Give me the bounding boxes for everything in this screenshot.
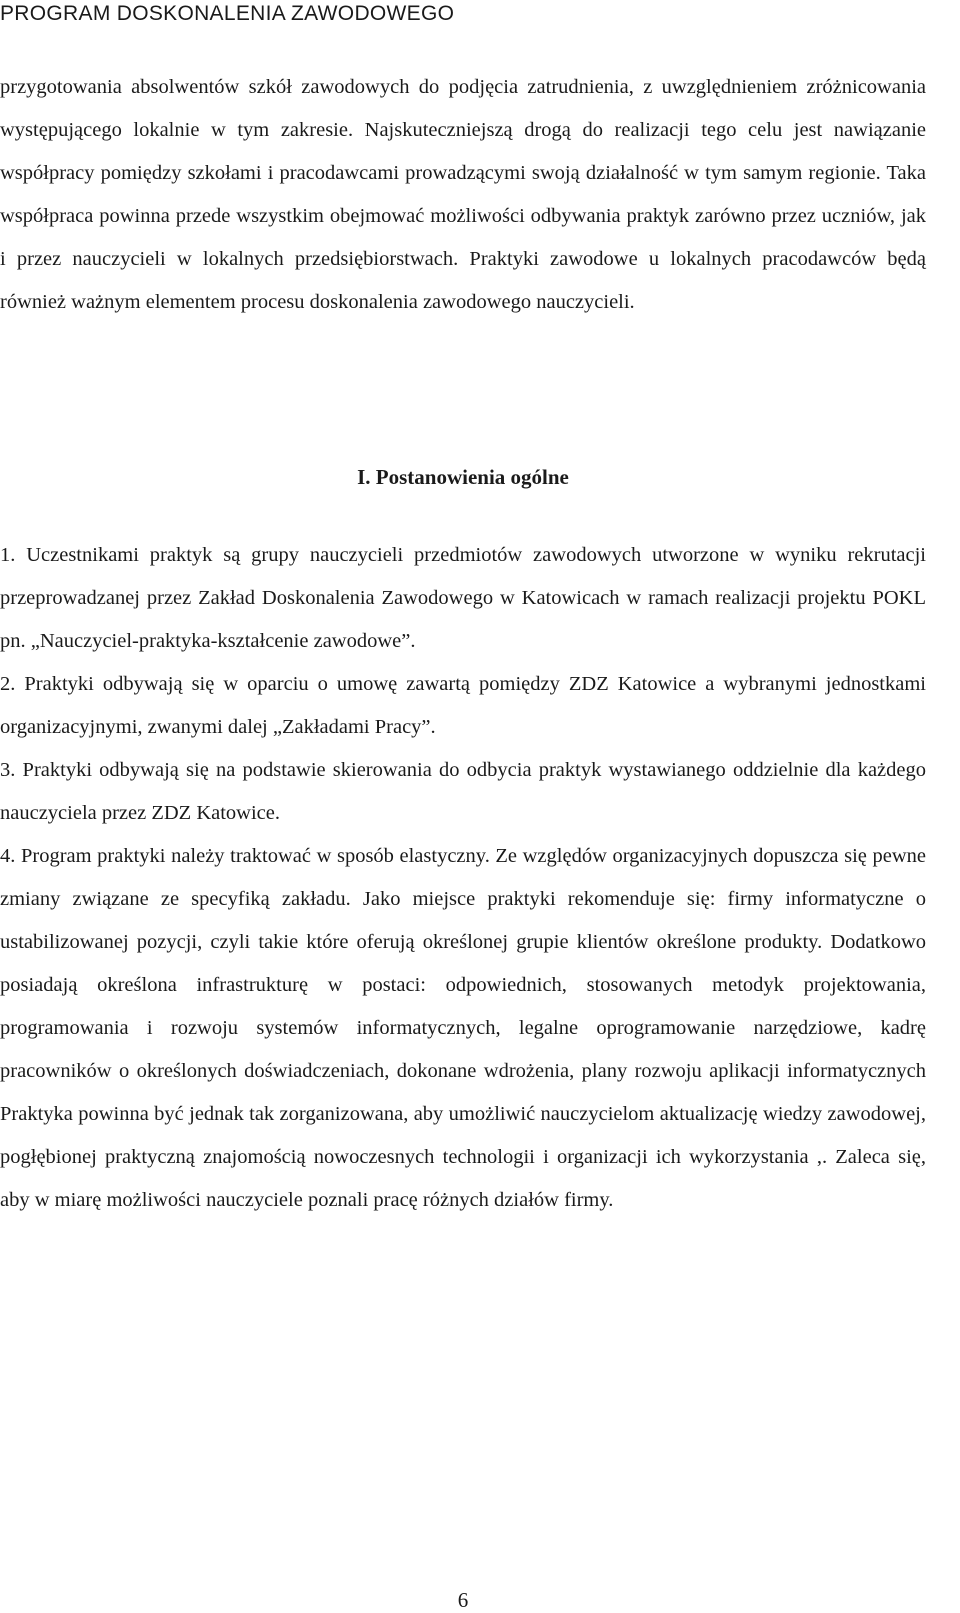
section-title: I. Postanowienia ogólne xyxy=(357,465,569,489)
list-item-4: 4. Program praktyki należy traktować w sposób elastyczny. Ze względów organizacyjnych dopuszcza się pewne zmiany związane ze specyfiką zakładu. Jako miejsce praktyki rekomenduje się: firmy informatyczne o ustabilizowanej pozycji, czyli takie które oferują określonej grupie klientów określone produkty. Dodatkowo posiadają określona infrastrukturę w postaci: odpowiednich, stosowanych metodyk projektowania, programowania i rozwoju systemów informatycznych, legalne oprogramowanie narzędziowe, kadrę pracowników o określonych doświadczeniach, dokonane wdrożenia, plany rozwoju aplikacji informatycznych Praktyka powinna być jednak tak zorganizowana, aby umożliwić nauczycielom aktualizację wiedzy zawodowej, pogłębionej praktyczną znajomością nowoczesnych technologii i organizacji ich wykorzystania ,. Zaleca się, aby w miarę możliwości nauczyciele poznali pracę różnych działów firmy. xyxy=(0,845,926,1211)
list-item-1: 1. Uczestnikami praktyk są grupy nauczycieli przedmiotów zawodowych utworzone w wyniku rekrutacji przeprowadzanej przez Zakład Doskonalenia Zawodowego w Katowicach w ramach realizacji projektu POKL pn. „Nauczyciel-praktyka-kształcenie zawodowe”. xyxy=(0,544,926,652)
numbered-list xyxy=(0,534,926,1222)
page-number: 6 xyxy=(457,1588,469,1612)
list-item-2: 2. Praktyki odbywają się w oparciu o umowę zawartą pomiędzy ZDZ Katowice a wybranymi jednostkami organizacyjnymi, zwanymi dalej „Zakładami Pracy”. xyxy=(0,673,926,738)
list-item-3: 3. Praktyki odbywają się na podstawie skierowania do odbycia praktyk wystawianego oddzielnie dla każdego nauczyciela przez ZDZ Katowice. xyxy=(0,759,926,824)
document-header: PROGRAM DOSKONALENIA ZAWODOWEGO xyxy=(0,2,455,25)
intro-paragraph: przygotowania absolwentów szkół zawodowych do podjęcia zatrudnienia, z uwzględnieniem zróżnicowania występującego lokalnie w tym zakresie. Najskuteczniejszą drogą do realizacji tego celu jest nawiązanie współpracy pomiędzy szkołami i pracodawcami prowadzącymi swoją działalność w tym samym regionie. Taka współpraca powinna przede wszystkim obejmować możliwości odbywania praktyk zarówno przez uczniów, jak i przez nauczycieli w lokalnych przedsiębiorstwach. Praktyki zawodowe u lokalnych pracodawców będą również ważnym elementem procesu doskonalenia zawodowego nauczycieli. xyxy=(0,76,926,313)
